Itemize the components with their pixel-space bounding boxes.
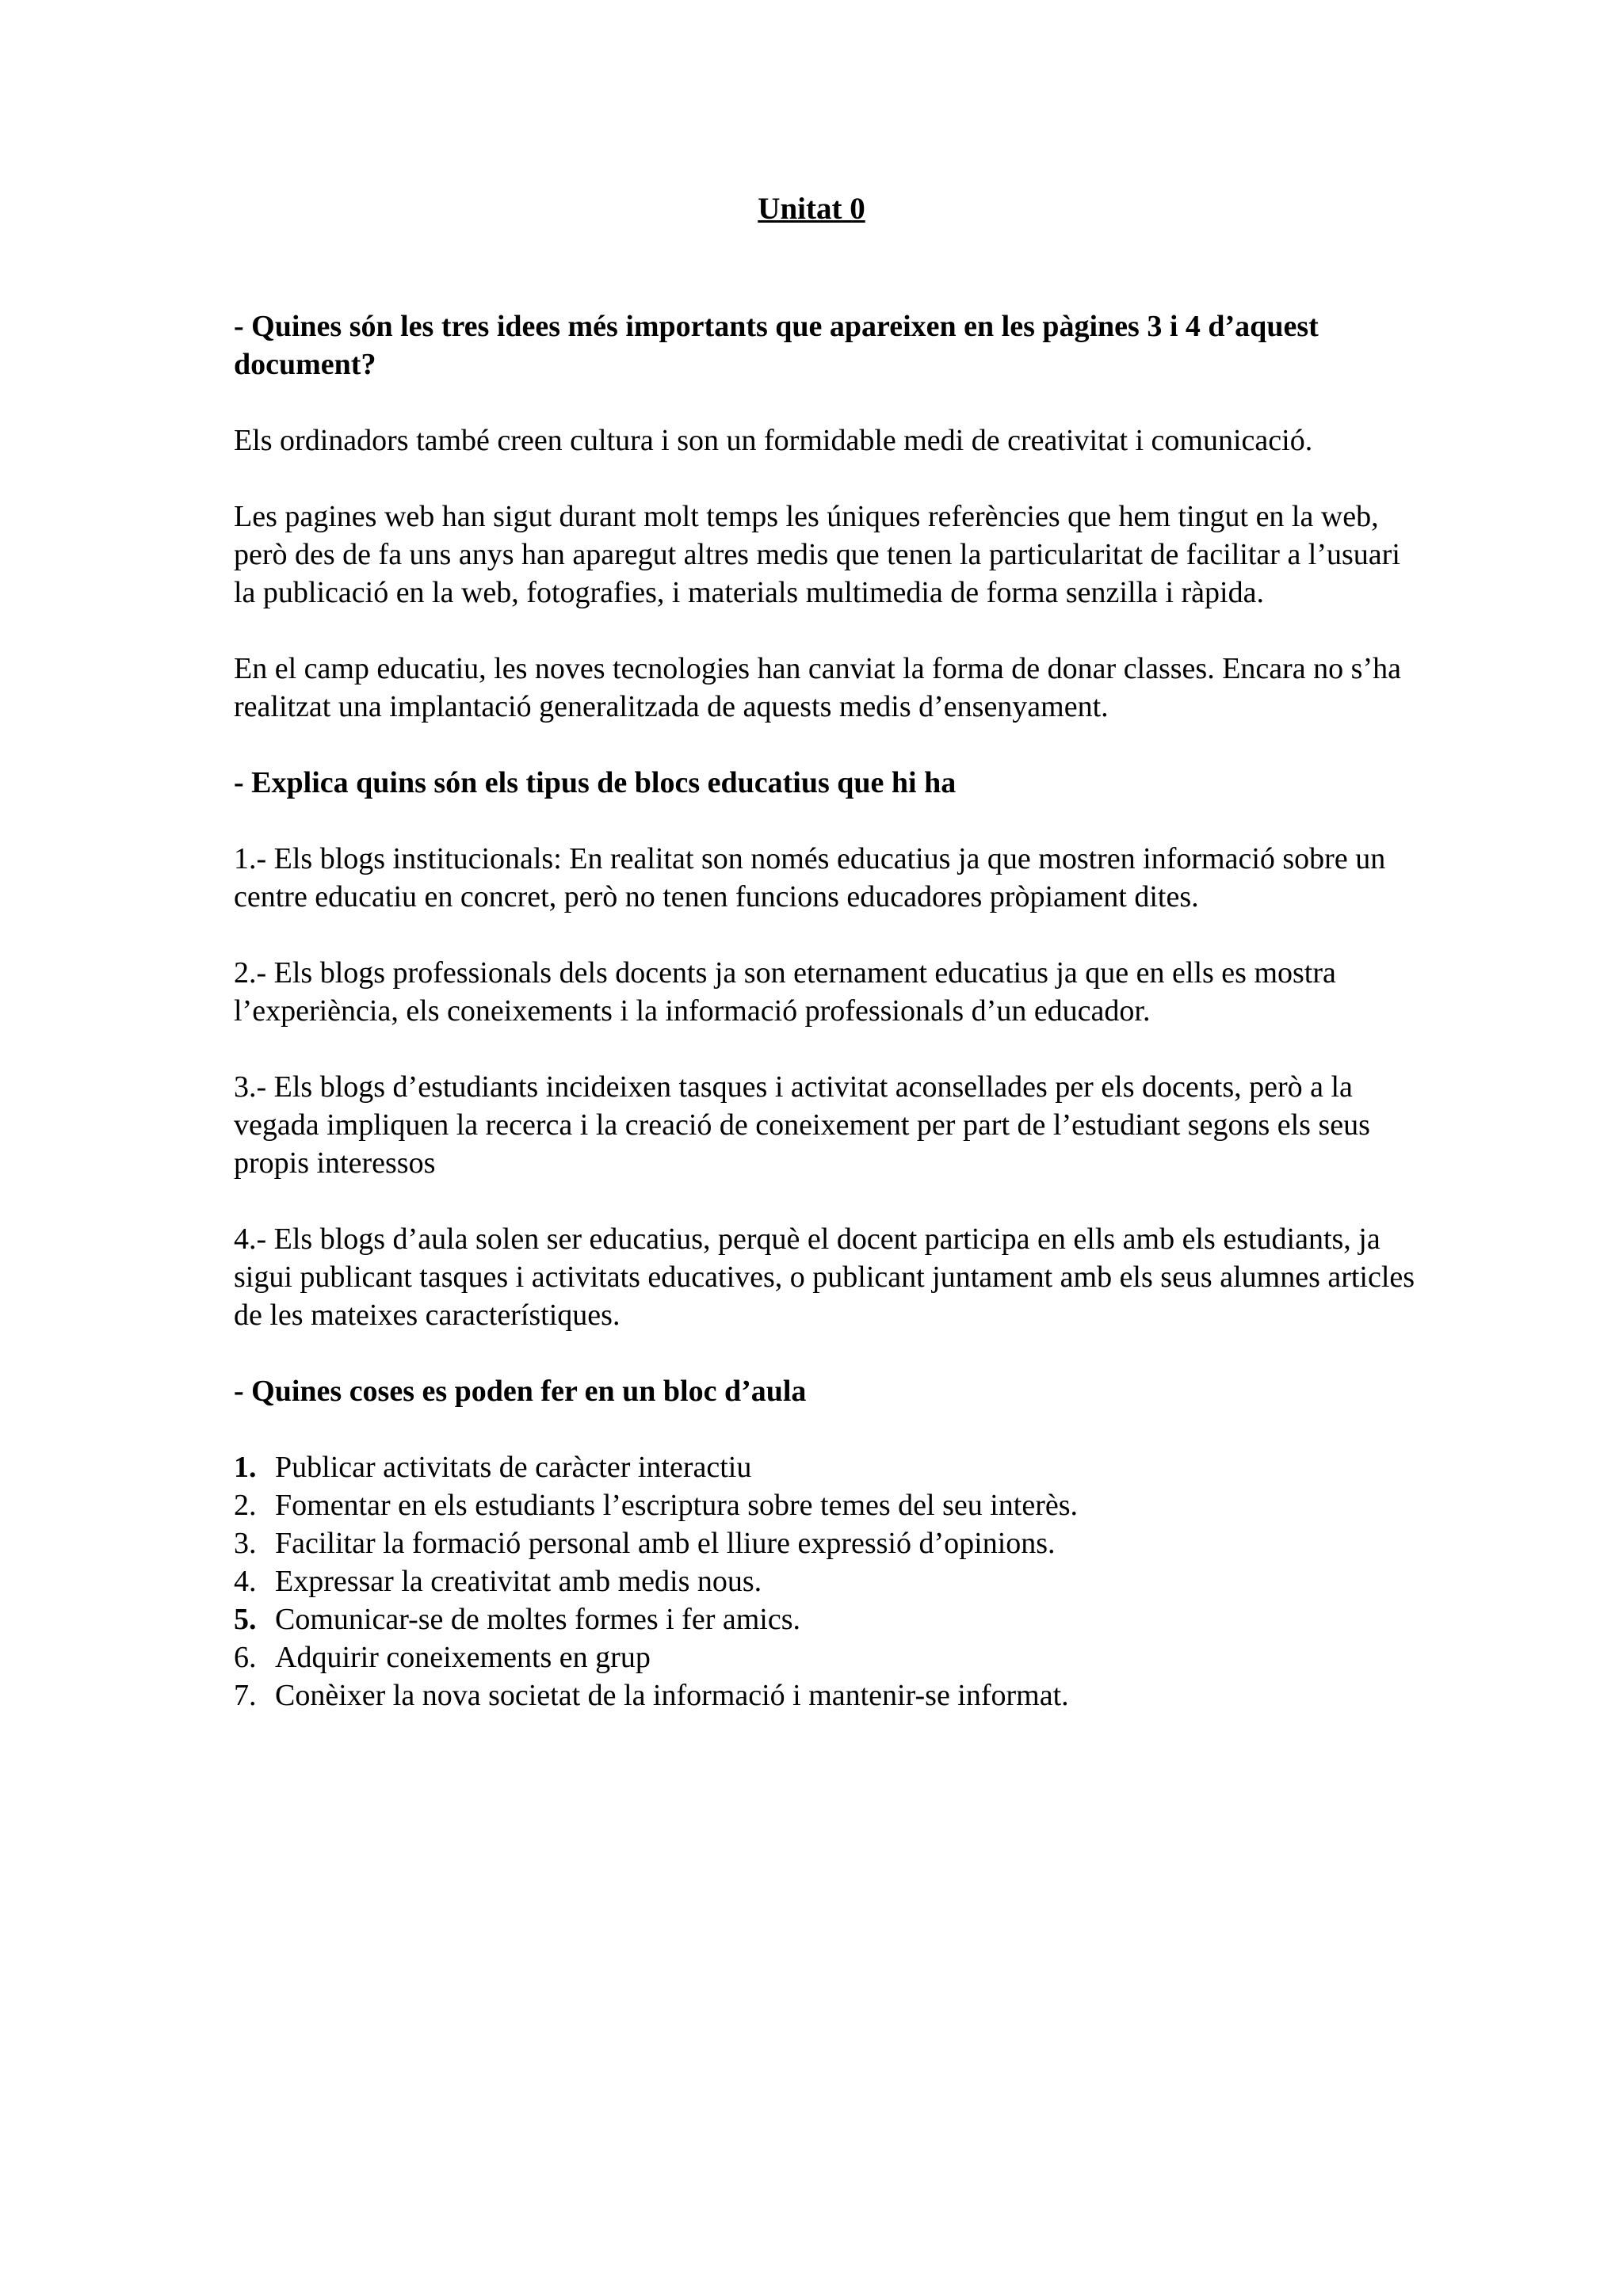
list-item-text: Fomentar en els estudiants l’escriptura sobre temes del seu interès. xyxy=(275,1489,1079,1522)
list-item xyxy=(234,1600,1423,1638)
list-item-text: Publicar activitats de caràcter interactiu xyxy=(275,1451,752,1484)
list-item-text: Facilitar la formació personal amb el lliure expressió d’opinions. xyxy=(275,1527,1056,1560)
list-item-text: Comunicar-se de moltes formes i fer amics. xyxy=(275,1603,800,1636)
list-item xyxy=(234,1524,1423,1562)
document-body xyxy=(234,307,1423,1714)
list-item-number: 3. xyxy=(234,1527,257,1560)
list-item xyxy=(234,1486,1423,1524)
list-item-number: 5. xyxy=(234,1603,257,1636)
answer-1-paragraph: Les pagines web han sigut durant molt temps les úniques referències que hem tingut en la web, però des de fa uns anys han aparegut altres medis que tenen la particularitat de facilitar a l’usuari la publicació en la web, fotografies, i materials multimedia de forma senzilla i ràpida. xyxy=(234,500,1400,609)
list-item-number: 6. xyxy=(234,1641,257,1674)
question-2: - Explica quins són els tipus de blocs educatius que hi ha xyxy=(234,766,957,799)
list-item-text: Adquirir coneixements en grup xyxy=(275,1641,651,1674)
answer-2-paragraph: 4.- Els blogs d’aula solen ser educatius, perquè el docent participa en ells amb els estudiants, ja sigui publicant tasques i activitats educatives, o publicant juntament amb els seus alumnes articles de les mateixes característiques. xyxy=(234,1222,1415,1332)
list-item-number: 7. xyxy=(234,1679,257,1712)
question-3: - Quines coses es poden fer en un bloc d’aula xyxy=(234,1375,807,1408)
answer-1-paragraph: En el camp educatiu, les noves tecnologies han canviat la forma de donar classes. Encara no s’ha realitzat una implantació generalitzada de aquests medis d’ensenyament. xyxy=(234,652,1401,723)
list-item-number: 2. xyxy=(234,1489,257,1522)
list-item xyxy=(234,1562,1423,1600)
list-item-text: Conèixer la nova societat de la informació i mantenir-se informat. xyxy=(275,1679,1069,1712)
list-item xyxy=(234,1638,1423,1676)
list-item-number: 1. xyxy=(234,1451,257,1484)
activities-list xyxy=(234,1448,1423,1714)
answer-2-paragraph: 1.- Els blogs institucionals: En realitat son només educatius ja que mostren informació sobre un centre educatiu en concret, però no tenen funcions educadores pròpiament dites. xyxy=(234,842,1386,913)
list-item-text: Expressar la creativitat amb medis nous. xyxy=(275,1565,762,1598)
answer-1-paragraph: Els ordinadors també creen cultura i son un formidable medi de creativitat i comunicació. xyxy=(234,424,1313,457)
list-item xyxy=(234,1448,1423,1486)
answer-2-paragraph: 2.- Els blogs professionals dels docents ja son eternament educatius ja que en ells es mostra l’experiència, els coneixements i la informació professionals d’un educador. xyxy=(234,956,1336,1028)
list-item xyxy=(234,1676,1423,1714)
question-1: - Quines són les tres idees més importants que apareixen en les pàgines 3 i 4 d’aquest document? xyxy=(234,310,1319,381)
page-title: Unitat 0 xyxy=(758,192,865,226)
list-item-number: 4. xyxy=(234,1565,257,1598)
answer-2-paragraph: 3.- Els blogs d’estudiants incideixen tasques i activitat aconsellades per els docents, però a la vegada impliquen la recerca i la creació de coneixement per part de l’estudiant segons els seus propis interessos xyxy=(234,1070,1370,1180)
